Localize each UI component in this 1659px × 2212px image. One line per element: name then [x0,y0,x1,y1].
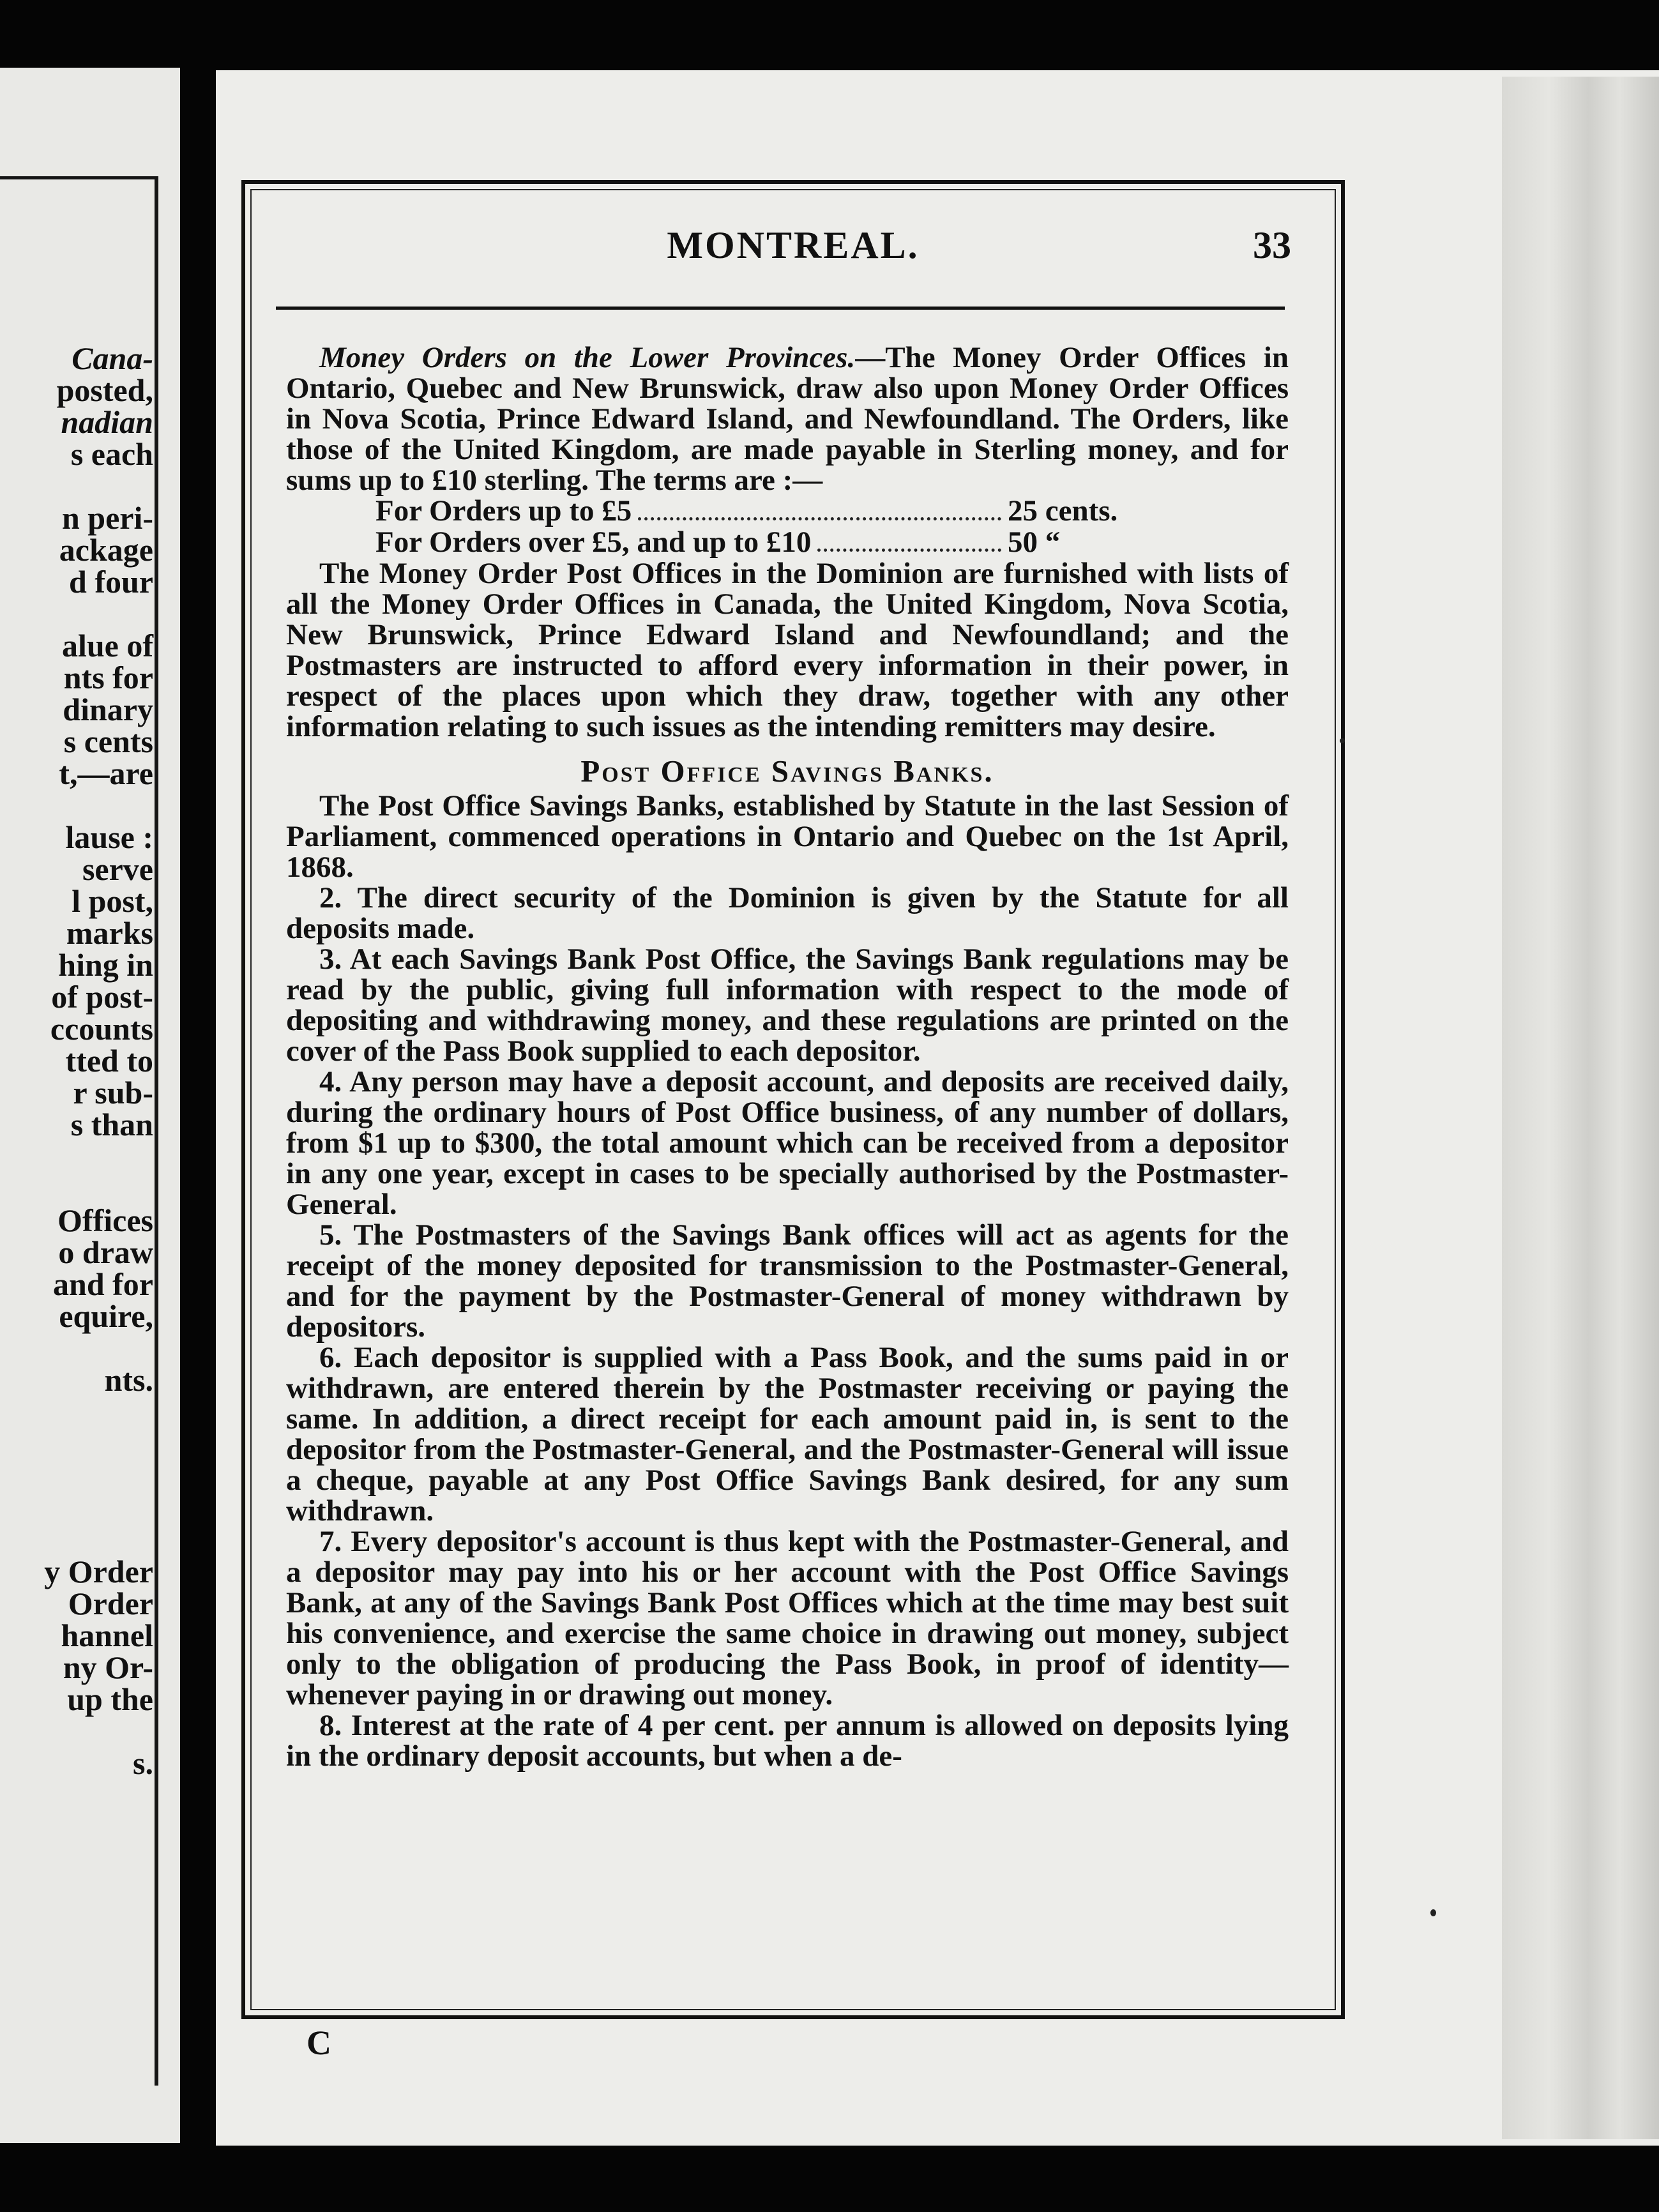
previous-page-fragment [0,1396,153,1428]
page-edges [1502,77,1659,2139]
money-orders-paragraph [286,342,1289,496]
previous-page-fragment: marks [66,915,153,951]
money-orders-lead: Money Orders on the Lower Provinces. [319,341,856,374]
savings-paragraph: 7. Every depositor's account is thus kept with the Postmaster-General, and a depositor may pay into his or her account with the Post Office Savings Bank, at any of the Savings Bank Post Offices which at the time may best suit his convenience, and exercise the same choice in drawing out money, subject only to the obligation of producing the Pass Book, in proof of identity—whenever paying in or drawing out money. [286,1525,1289,1711]
signature-mark: C [307,2024,331,2062]
previous-page-fragment: Offices [57,1202,153,1238]
terms-value: 50 “ [1008,526,1061,559]
previous-page-fragment: ny Or- [63,1649,153,1685]
previous-page-fragment: tted to [65,1043,153,1079]
previous-page-fragment: dinary [63,692,153,727]
previous-page-fragment [0,1332,153,1364]
previous-page-fragment: up the [67,1681,153,1717]
previous-page-fragment: equire, [59,1298,153,1334]
savings-paragraph: 3. At each Savings Bank Post Office, the Savings Bank regulations may be read by the public, giving full information with respect to the mode of depositing and withdrawing money, and these regulations are printed on the cover of the Pass Book supplied to each depositor. [286,943,1289,1068]
previous-page-fragment: and for [53,1266,153,1302]
money-orders-intro: —The Money Order Offices in Ontario, Quebec and New Brunswick, draw also upon Money Order Offices in Nova Scotia, Prince Edward Island, and Newfoundland. The Orders, like those of the United Kingdom, are made payable in Sterling money, and for sums up to £10 sterling. The terms are :— [286,341,1289,497]
previous-page-fragment: nts for [63,660,153,695]
dot-leader [638,517,1001,520]
previous-page-fragment: hannel [61,1617,153,1653]
previous-page-fragment: r sub- [73,1075,153,1110]
previous-page-fragment: l post, [72,883,153,919]
page-number: 33 [1253,224,1291,266]
previous-page-fragment: lause : [65,819,153,855]
previous-page-fragment: Order [68,1586,153,1621]
previous-page-fragment: Cana- [72,340,153,376]
terms-label: For Orders over £5, and up to £10 [375,526,812,559]
header-rule [276,307,1285,310]
previous-page-fragment: serve [82,851,153,887]
previous-page-fragment: of post- [51,979,153,1015]
previous-page-fragment [0,598,153,630]
previous-page-fragment [0,470,153,502]
previous-page-strip [0,68,180,2143]
ink-speck [1340,738,1345,743]
savings-paragraph: 6. Each depositor is supplied with a Pass Book, and the sums paid in or withdrawn, are entered therein by the Postmaster receiving or paying the same. In addition, a direct receipt for each amount paid in, is sent to the depositor from the Postmaster-General, and the Postmaster-General will issue a cheque, payable at any Post Office Savings Bank desired, for any sum withdrawn. [286,1341,1289,1527]
previous-page-fragment [0,1172,153,1204]
terms-row [375,496,1161,527]
savings-paragraph: 8. Interest at the rate of 4 per cent. per annum is allowed on deposits lying in the ordinary deposit accounts, but when a de- [286,1709,1289,1773]
previous-page-fragment [0,1715,153,1747]
savings-paragraph: 2. The direct security of the Dominion is given by the Statute for all deposits made. [286,881,1289,945]
previous-page-fragment: posted, [56,372,153,408]
previous-page-fragment [0,1428,153,1460]
savings-paragraph: 5. The Postmasters of the Savings Bank offices will act as agents for the receipt of the money deposited for transmission to the Postmaster-General, and for the payment by the Postmaster-General of money withdrawn by depositors. [286,1218,1289,1344]
running-title: MONTREAL. [667,224,920,266]
previous-page-fragment: n peri- [61,500,153,536]
running-header [250,223,1336,275]
previous-page-fragment: s than [70,1107,153,1142]
previous-page-frame-rule [155,176,158,2086]
previous-page-fragment [0,1524,153,1556]
previous-page-top-rule [0,176,158,179]
terms-value: 25 cents. [1008,494,1118,527]
page-body [286,342,1289,1771]
ink-speck [1430,1909,1436,1916]
money-orders-closing: The Money Order Post Offices in the Dominion are furnished with lists of all the Money Order Offices in Canada, the United Kingdom, Nova Scotia, New Brunswick, Prince Edward Island and Newfoundland; and the Postmasters are instructed to afford every information in their power, in respect of the places upon which they draw, together with any other information relating to such issues as the intending remitters may desire. [286,557,1289,743]
previous-page-fragment: y Order [44,1554,153,1589]
previous-page-fragment: s each [70,436,153,472]
savings-paragraph: 4. Any person may have a deposit account, and deposits are received daily, during the ordinary hours of Post Office business, of any number of dollars, from $1 up to $300, the total amount which can be received from a depositor in any one year, except in cases to be specially authorised by the Postmaster-General. [286,1065,1289,1221]
previous-page-fragment [0,1140,153,1172]
previous-page-fragment [0,1460,153,1492]
section-heading: Post Office Savings Banks. [580,754,994,789]
previous-page-fragment: ccounts [50,1011,153,1047]
savings-paragraph: The Post Office Savings Banks, established by Statute in the last Session of Parliament, commenced operations in Ontario and Quebec on the 1st April, 1868. [286,789,1289,884]
previous-page-text-fragments [0,342,153,1779]
previous-page-fragment [0,1492,153,1524]
terms-label: For Orders up to £5 [375,494,632,527]
dot-leader [817,549,1001,552]
previous-page-fragment: alue of [61,628,153,663]
previous-page-fragment: hing in [58,947,153,983]
previous-page-fragment: d four [69,564,153,600]
previous-page-fragment [0,789,153,821]
previous-page-fragment: s cents [63,723,153,759]
previous-page-fragment: t,—are [59,755,153,791]
previous-page-fragment: nadian [61,404,153,440]
terms-row [375,527,1161,558]
previous-page-fragment: nts. [104,1362,153,1398]
previous-page-fragment: o draw [58,1234,153,1270]
previous-page-fragment: ackage [59,532,153,568]
previous-page-fragment: s. [133,1745,153,1781]
